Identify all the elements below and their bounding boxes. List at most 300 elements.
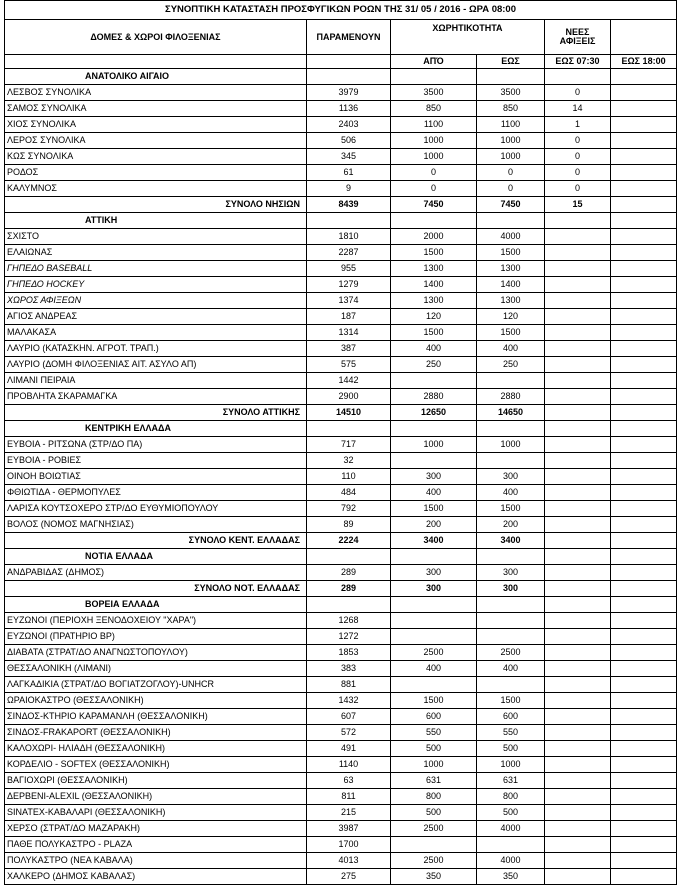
arrivals-0730-cell bbox=[545, 709, 611, 725]
capacity-to-cell bbox=[477, 629, 545, 645]
table-row bbox=[5, 357, 677, 373]
arrivals-0730-cell: 0 bbox=[545, 133, 611, 149]
arrivals-0730-cell: 0 bbox=[545, 149, 611, 165]
capacity-from-cell: 1500 bbox=[391, 501, 477, 517]
capacity-to-cell: 4000 bbox=[477, 229, 545, 245]
arrivals-1800-cell bbox=[611, 837, 677, 853]
arrivals-1800-cell bbox=[611, 341, 677, 357]
arrivals-0730-cell bbox=[545, 453, 611, 469]
remaining-cell: 792 bbox=[307, 501, 391, 517]
arrivals-1800-cell bbox=[611, 389, 677, 405]
capacity-from-cell: 300 bbox=[391, 565, 477, 581]
capacity-from-cell: 350 bbox=[391, 869, 477, 885]
arrivals-0730-cell bbox=[545, 581, 611, 597]
arrivals-0730-cell bbox=[545, 613, 611, 629]
capacity-to-cell: 4000 bbox=[477, 821, 545, 837]
remaining-cell: 187 bbox=[307, 309, 391, 325]
remaining-cell: 1140 bbox=[307, 757, 391, 773]
remaining-cell: 1442 bbox=[307, 373, 391, 389]
empty-cell bbox=[545, 69, 611, 85]
arrivals-1800-cell bbox=[611, 773, 677, 789]
capacity-from-cell: 400 bbox=[391, 341, 477, 357]
capacity-from-cell: 1000 bbox=[391, 437, 477, 453]
arrivals-1800-cell bbox=[611, 613, 677, 629]
header-capacity-to: ΕΩΣ bbox=[477, 55, 545, 69]
total-label: ΣΥΝΟΛΟ ΝΗΣΙΩΝ bbox=[5, 197, 307, 213]
arrivals-0730-cell: 14 bbox=[545, 101, 611, 117]
capacity-to-cell: 800 bbox=[477, 789, 545, 805]
total-label: ΣΥΝΟΛΟ ΝΟΤ. ΕΛΛΑΔΑΣ bbox=[5, 581, 307, 597]
table-row bbox=[5, 645, 677, 661]
empty-cell bbox=[545, 421, 611, 437]
capacity-from-cell bbox=[391, 629, 477, 645]
empty-cell bbox=[477, 421, 545, 437]
header-new-arrivals: ΝΕΕΣ ΑΦΙΞΕΙΣ bbox=[545, 20, 611, 55]
arrivals-1800-cell bbox=[611, 805, 677, 821]
arrivals-0730-cell: 0 bbox=[545, 181, 611, 197]
arrivals-1800-cell bbox=[611, 645, 677, 661]
section-heading: ΑΤΤΙΚΗ bbox=[5, 213, 307, 229]
arrivals-0730-cell: 15 bbox=[545, 197, 611, 213]
arrivals-1800-cell bbox=[611, 533, 677, 549]
capacity-from-cell: 2500 bbox=[391, 645, 477, 661]
capacity-from-cell bbox=[391, 453, 477, 469]
capacity-to-cell: 1300 bbox=[477, 293, 545, 309]
capacity-from-cell: 800 bbox=[391, 789, 477, 805]
remaining-cell: 1853 bbox=[307, 645, 391, 661]
capacity-to-cell bbox=[477, 373, 545, 389]
capacity-from-cell: 1400 bbox=[391, 277, 477, 293]
empty-cell bbox=[391, 213, 477, 229]
header-blank-1 bbox=[5, 55, 307, 69]
remaining-cell: 1279 bbox=[307, 277, 391, 293]
arrivals-0730-cell bbox=[545, 261, 611, 277]
arrivals-0730-cell bbox=[545, 677, 611, 693]
capacity-to-cell bbox=[477, 613, 545, 629]
table-row bbox=[5, 613, 677, 629]
arrivals-1800-cell bbox=[611, 229, 677, 245]
capacity-to-cell: 300 bbox=[477, 469, 545, 485]
section-row bbox=[5, 69, 677, 85]
header-capacity: ΧΩΡΗΤΙΚΟΤΗΤΑ bbox=[391, 20, 545, 55]
arrivals-1800-cell bbox=[611, 629, 677, 645]
capacity-from-cell: 1500 bbox=[391, 245, 477, 261]
facility-name: ΛΕΡΟΣ ΣΥΝΟΛΙΚΑ bbox=[5, 133, 307, 149]
capacity-to-cell: 7450 bbox=[477, 197, 545, 213]
capacity-to-cell: 0 bbox=[477, 181, 545, 197]
remaining-cell: 1810 bbox=[307, 229, 391, 245]
arrivals-0730-cell bbox=[545, 293, 611, 309]
remaining-cell: 572 bbox=[307, 725, 391, 741]
section-row bbox=[5, 213, 677, 229]
capacity-from-cell: 1000 bbox=[391, 133, 477, 149]
empty-cell bbox=[307, 69, 391, 85]
arrivals-0730-cell bbox=[545, 789, 611, 805]
table-row bbox=[5, 501, 677, 517]
arrivals-0730-cell bbox=[545, 437, 611, 453]
arrivals-1800-cell bbox=[611, 101, 677, 117]
arrivals-1800-cell bbox=[611, 453, 677, 469]
table-row bbox=[5, 837, 677, 853]
table-row bbox=[5, 149, 677, 165]
table-row bbox=[5, 277, 677, 293]
section-row bbox=[5, 597, 677, 613]
facility-name: ΚΑΛΥΜΝΟΣ bbox=[5, 181, 307, 197]
arrivals-1800-cell bbox=[611, 709, 677, 725]
total-label: ΣΥΝΟΛΟ ΑΤΤΙΚΗΣ bbox=[5, 405, 307, 421]
capacity-to-cell: 350 bbox=[477, 869, 545, 885]
table-row bbox=[5, 453, 677, 469]
arrivals-1800-cell bbox=[611, 693, 677, 709]
capacity-from-cell: 2000 bbox=[391, 229, 477, 245]
facility-name: ΣΧΙΣΤΟ bbox=[5, 229, 307, 245]
arrivals-0730-cell: 0 bbox=[545, 85, 611, 101]
arrivals-0730-cell bbox=[545, 805, 611, 821]
total-row bbox=[5, 197, 677, 213]
capacity-to-cell: 500 bbox=[477, 741, 545, 757]
facility-name: ΑΓΙΟΣ ΑΝΔΡΕΑΣ bbox=[5, 309, 307, 325]
capacity-to-cell: 1500 bbox=[477, 693, 545, 709]
arrivals-0730-cell bbox=[545, 853, 611, 869]
arrivals-1800-cell bbox=[611, 405, 677, 421]
arrivals-1800-cell bbox=[611, 293, 677, 309]
capacity-to-cell: 1000 bbox=[477, 133, 545, 149]
table-row bbox=[5, 325, 677, 341]
capacity-from-cell: 1300 bbox=[391, 293, 477, 309]
capacity-from-cell: 550 bbox=[391, 725, 477, 741]
remaining-cell: 1272 bbox=[307, 629, 391, 645]
arrivals-0730-cell bbox=[545, 725, 611, 741]
remaining-cell: 607 bbox=[307, 709, 391, 725]
remaining-cell: 1432 bbox=[307, 693, 391, 709]
table-row bbox=[5, 741, 677, 757]
remaining-cell: 14510 bbox=[307, 405, 391, 421]
table-row bbox=[5, 261, 677, 277]
remaining-cell: 811 bbox=[307, 789, 391, 805]
remaining-cell: 275 bbox=[307, 869, 391, 885]
capacity-to-cell: 250 bbox=[477, 357, 545, 373]
facility-name: ΧΙΟΣ ΣΥΝΟΛΙΚΑ bbox=[5, 117, 307, 133]
empty-cell bbox=[391, 549, 477, 565]
capacity-from-cell: 3500 bbox=[391, 85, 477, 101]
arrivals-0730-cell bbox=[545, 757, 611, 773]
facility-name: ΛΑΡΙΣΑ ΚΟΥΤΣΟΧΕΡΟ ΣΤΡ/ΔΟ ΕΥΘΥΜΙΟΠΟΥΛΟΥ bbox=[5, 501, 307, 517]
section-row bbox=[5, 421, 677, 437]
arrivals-1800-cell bbox=[611, 517, 677, 533]
remaining-cell: 63 bbox=[307, 773, 391, 789]
section-row bbox=[5, 549, 677, 565]
table-row bbox=[5, 661, 677, 677]
refugee-flow-sheet bbox=[4, 0, 680, 885]
capacity-to-cell: 0 bbox=[477, 165, 545, 181]
facility-name: ΔΕΡΒΕΝΙ-ALEXIL (ΘΕΣΣΑΛΟΝΙΚΗ) bbox=[5, 789, 307, 805]
arrivals-0730-cell bbox=[545, 325, 611, 341]
arrivals-0730-cell bbox=[545, 405, 611, 421]
table-row bbox=[5, 485, 677, 501]
arrivals-0730-cell: 1 bbox=[545, 117, 611, 133]
capacity-from-cell: 250 bbox=[391, 357, 477, 373]
capacity-from-cell bbox=[391, 677, 477, 693]
facility-name: ΣΙΝΔΟΣ-ΚΤΗΡΙΟ ΚΑΡΑΜΑΝΛΗ (ΘΕΣΣΑΛΟΝΙΚΗ) bbox=[5, 709, 307, 725]
capacity-from-cell: 0 bbox=[391, 165, 477, 181]
capacity-from-cell: 2500 bbox=[391, 853, 477, 869]
capacity-from-cell: 3400 bbox=[391, 533, 477, 549]
table-row bbox=[5, 101, 677, 117]
capacity-to-cell: 1000 bbox=[477, 149, 545, 165]
facility-name: ΟΙΝΟΗ ΒΟΙΩΤΙΑΣ bbox=[5, 469, 307, 485]
table-row bbox=[5, 805, 677, 821]
remaining-cell: 8439 bbox=[307, 197, 391, 213]
capacity-to-cell: 3500 bbox=[477, 85, 545, 101]
capacity-from-cell: 120 bbox=[391, 309, 477, 325]
capacity-from-cell: 400 bbox=[391, 661, 477, 677]
remaining-cell: 289 bbox=[307, 565, 391, 581]
arrivals-0730-cell bbox=[545, 629, 611, 645]
table-row bbox=[5, 229, 677, 245]
capacity-to-cell: 14650 bbox=[477, 405, 545, 421]
table-row bbox=[5, 677, 677, 693]
empty-cell bbox=[611, 213, 677, 229]
facility-name: ΚΩΣ ΣΥΝΟΛΙΚΑ bbox=[5, 149, 307, 165]
empty-cell bbox=[477, 549, 545, 565]
table-row bbox=[5, 629, 677, 645]
section-heading: ΒΟΡΕΙΑ ΕΛΛΑΔΑ bbox=[5, 597, 307, 613]
capacity-to-cell: 600 bbox=[477, 709, 545, 725]
arrivals-0730-cell bbox=[545, 821, 611, 837]
facility-name: ΚΑΛΟΧΩΡΙ- ΗΛΙΑΔΗ (ΘΕΣΣΑΛΟΝΙΚΗ) bbox=[5, 741, 307, 757]
remaining-cell: 4013 bbox=[307, 853, 391, 869]
capacity-from-cell: 2500 bbox=[391, 821, 477, 837]
arrivals-0730-cell bbox=[545, 693, 611, 709]
remaining-cell: 1700 bbox=[307, 837, 391, 853]
table-row bbox=[5, 821, 677, 837]
facility-name: ΕΥΖΩΝΟΙ (ΠΡΑΤΗΡΙΟ ΒΡ) bbox=[5, 629, 307, 645]
empty-cell bbox=[307, 597, 391, 613]
section-heading: ΚΕΝΤΡΙΚΗ ΕΛΛΑΔΑ bbox=[5, 421, 307, 437]
facility-name: ΛΕΣΒΟΣ ΣΥΝΟΛΙΚΑ bbox=[5, 85, 307, 101]
arrivals-0730-cell bbox=[545, 869, 611, 885]
arrivals-1800-cell bbox=[611, 485, 677, 501]
arrivals-0730-cell bbox=[545, 773, 611, 789]
capacity-to-cell: 3400 bbox=[477, 533, 545, 549]
arrivals-0730-cell bbox=[545, 501, 611, 517]
arrivals-1800-cell bbox=[611, 677, 677, 693]
header-row-2 bbox=[5, 55, 677, 69]
facility-name: ΘΕΣΣΑΛΟΝΙΚΗ (ΛΙΜΑΝΙ) bbox=[5, 661, 307, 677]
facility-name: ΛΑΓΚΑΔΙΚΙΑ (ΣΤΡΑΤ/ΔΟ ΒΟΓΙΑΤΖΟΓΛΟΥ)-UNHCR bbox=[5, 677, 307, 693]
capacity-to-cell: 1000 bbox=[477, 437, 545, 453]
table-row bbox=[5, 437, 677, 453]
table-row bbox=[5, 709, 677, 725]
total-row bbox=[5, 581, 677, 597]
header-blank-2 bbox=[307, 55, 391, 69]
capacity-from-cell: 1500 bbox=[391, 693, 477, 709]
empty-cell bbox=[307, 421, 391, 437]
facility-name: ΩΡΑΙΟΚΑΣΤΡΟ (ΘΕΣΣΑΛΟΝΙΚΗ) bbox=[5, 693, 307, 709]
remaining-cell: 955 bbox=[307, 261, 391, 277]
remaining-cell: 2287 bbox=[307, 245, 391, 261]
header-arrivals-1800: ΕΩΣ 18:00 bbox=[611, 55, 677, 69]
facility-name: ΚΟΡΔΕΛΙΟ - SOFTEX (ΘΕΣΣΑΛΟΝΙΚΗ) bbox=[5, 757, 307, 773]
remaining-cell: 2224 bbox=[307, 533, 391, 549]
header-remaining: ΠΑΡΑΜΕΝΟΥΝ bbox=[307, 20, 391, 55]
capacity-from-cell: 1500 bbox=[391, 325, 477, 341]
arrivals-0730-cell bbox=[545, 517, 611, 533]
refugee-flow-table bbox=[4, 0, 677, 885]
total-row bbox=[5, 533, 677, 549]
arrivals-1800-cell bbox=[611, 725, 677, 741]
capacity-to-cell: 400 bbox=[477, 485, 545, 501]
capacity-to-cell: 1500 bbox=[477, 245, 545, 261]
arrivals-1800-cell bbox=[611, 325, 677, 341]
arrivals-1800-cell bbox=[611, 181, 677, 197]
facility-name: ΦΘΙΩΤΙΔΑ - ΘΕΡΜΟΠΥΛΕΣ bbox=[5, 485, 307, 501]
table-row bbox=[5, 341, 677, 357]
capacity-to-cell bbox=[477, 837, 545, 853]
table-row bbox=[5, 389, 677, 405]
capacity-from-cell: 1100 bbox=[391, 117, 477, 133]
capacity-to-cell: 2880 bbox=[477, 389, 545, 405]
empty-cell bbox=[307, 549, 391, 565]
capacity-from-cell: 300 bbox=[391, 581, 477, 597]
capacity-from-cell: 600 bbox=[391, 709, 477, 725]
table-body bbox=[5, 1, 677, 885]
arrivals-0730-cell bbox=[545, 341, 611, 357]
title-row bbox=[5, 1, 677, 20]
arrivals-1800-cell bbox=[611, 821, 677, 837]
remaining-cell: 484 bbox=[307, 485, 391, 501]
empty-cell bbox=[477, 69, 545, 85]
remaining-cell: 61 bbox=[307, 165, 391, 181]
arrivals-0730-cell bbox=[545, 485, 611, 501]
capacity-from-cell: 300 bbox=[391, 469, 477, 485]
arrivals-0730-cell bbox=[545, 309, 611, 325]
empty-cell bbox=[545, 549, 611, 565]
arrivals-1800-cell bbox=[611, 501, 677, 517]
empty-cell bbox=[611, 549, 677, 565]
empty-cell bbox=[545, 213, 611, 229]
capacity-to-cell: 1100 bbox=[477, 117, 545, 133]
remaining-cell: 1136 bbox=[307, 101, 391, 117]
capacity-to-cell: 400 bbox=[477, 661, 545, 677]
table-row bbox=[5, 117, 677, 133]
header-capacity-from: ΑΠΌ bbox=[391, 55, 477, 69]
header-row-1 bbox=[5, 20, 677, 55]
empty-cell bbox=[611, 69, 677, 85]
table-row bbox=[5, 85, 677, 101]
capacity-to-cell: 550 bbox=[477, 725, 545, 741]
capacity-to-cell bbox=[477, 677, 545, 693]
table-row bbox=[5, 181, 677, 197]
arrivals-0730-cell bbox=[545, 661, 611, 677]
capacity-from-cell: 7450 bbox=[391, 197, 477, 213]
facility-name: ΕΥΒΟΙΑ - ΡΟΒΙΕΣ bbox=[5, 453, 307, 469]
capacity-to-cell: 4000 bbox=[477, 853, 545, 869]
facility-name: ΠΡΟΒΛΗΤΑ ΣΚΑΡΑΜΑΓΚΑ bbox=[5, 389, 307, 405]
capacity-from-cell: 200 bbox=[391, 517, 477, 533]
arrivals-1800-cell bbox=[611, 165, 677, 181]
table-row bbox=[5, 517, 677, 533]
capacity-to-cell: 850 bbox=[477, 101, 545, 117]
arrivals-1800-cell bbox=[611, 309, 677, 325]
arrivals-1800-cell bbox=[611, 357, 677, 373]
arrivals-1800-cell bbox=[611, 437, 677, 453]
capacity-from-cell: 1000 bbox=[391, 757, 477, 773]
empty-cell bbox=[307, 213, 391, 229]
remaining-cell: 506 bbox=[307, 133, 391, 149]
remaining-cell: 110 bbox=[307, 469, 391, 485]
capacity-from-cell: 1000 bbox=[391, 149, 477, 165]
section-heading: ΑΝΑΤΟΛΙΚΟ ΑΙΓΑΙΟ bbox=[5, 69, 307, 85]
header-empty bbox=[611, 20, 677, 55]
capacity-from-cell bbox=[391, 837, 477, 853]
capacity-from-cell bbox=[391, 373, 477, 389]
remaining-cell: 3987 bbox=[307, 821, 391, 837]
facility-name: ΡΟΔΟΣ bbox=[5, 165, 307, 181]
capacity-to-cell: 1000 bbox=[477, 757, 545, 773]
arrivals-1800-cell bbox=[611, 277, 677, 293]
arrivals-0730-cell bbox=[545, 741, 611, 757]
table-row bbox=[5, 565, 677, 581]
capacity-to-cell: 1500 bbox=[477, 501, 545, 517]
arrivals-1800-cell bbox=[611, 373, 677, 389]
remaining-cell: 2900 bbox=[307, 389, 391, 405]
facility-name: ΛΙΜΑΝΙ ΠΕΙΡΑΙΑ bbox=[5, 373, 307, 389]
arrivals-1800-cell bbox=[611, 741, 677, 757]
empty-cell bbox=[391, 69, 477, 85]
facility-name: ΛΑΥΡΙΟ (ΔΟΜΗ ΦΙΛΟΞΕΝΙΑΣ ΑΙΤ. ΑΣΥΛΟ ΑΠ) bbox=[5, 357, 307, 373]
capacity-from-cell: 500 bbox=[391, 805, 477, 821]
remaining-cell: 383 bbox=[307, 661, 391, 677]
arrivals-1800-cell bbox=[611, 245, 677, 261]
capacity-from-cell: 850 bbox=[391, 101, 477, 117]
empty-cell bbox=[477, 213, 545, 229]
arrivals-1800-cell bbox=[611, 565, 677, 581]
facility-name: ΣΑΜΟΣ ΣΥΝΟΛΙΚΑ bbox=[5, 101, 307, 117]
facility-name: ΧΩΡΟΣ ΑΦΙΞΕΩΝ bbox=[5, 293, 307, 309]
remaining-cell: 387 bbox=[307, 341, 391, 357]
capacity-to-cell: 300 bbox=[477, 565, 545, 581]
table-row bbox=[5, 773, 677, 789]
header-arrivals-0730: ΕΩΣ 07:30 bbox=[545, 55, 611, 69]
arrivals-0730-cell bbox=[545, 277, 611, 293]
facility-name: ΑΝΔΡΑΒΙΔΑΣ (ΔΗΜΟΣ) bbox=[5, 565, 307, 581]
capacity-to-cell: 200 bbox=[477, 517, 545, 533]
table-row bbox=[5, 853, 677, 869]
capacity-to-cell: 400 bbox=[477, 341, 545, 357]
arrivals-1800-cell bbox=[611, 789, 677, 805]
facility-name: ΠΟΛΥΚΑΣΤΡΟ (ΝΕΑ ΚΑΒΑΛΑ) bbox=[5, 853, 307, 869]
table-row bbox=[5, 725, 677, 741]
facility-name: ΜΑΛΑΚΑΣΑ bbox=[5, 325, 307, 341]
arrivals-0730-cell bbox=[545, 389, 611, 405]
table-row bbox=[5, 165, 677, 181]
table-row bbox=[5, 869, 677, 885]
facility-name: ΧΕΡΣΟ (ΣΤΡΑΤ/ΔΟ ΜΑΖΑΡΑΚΗ) bbox=[5, 821, 307, 837]
arrivals-0730-cell bbox=[545, 373, 611, 389]
remaining-cell: 1314 bbox=[307, 325, 391, 341]
facility-name: ΔΙΑΒΑΤΑ (ΣΤΡΑΤ/ΔΟ ΑΝΑΓΝΩΣΤΟΠΟΥΛΟΥ) bbox=[5, 645, 307, 661]
table-row bbox=[5, 757, 677, 773]
facility-name: ΧΑΛΚΕΡΟ (ΔΗΜΟΣ ΚΑΒΑΛΑΣ) bbox=[5, 869, 307, 885]
arrivals-0730-cell: 0 bbox=[545, 165, 611, 181]
remaining-cell: 1268 bbox=[307, 613, 391, 629]
facility-name: SINATEX-ΚΑΒΑΛΑΡΙ (ΘΕΣΣΑΛΟΝΙΚΗ) bbox=[5, 805, 307, 821]
arrivals-1800-cell bbox=[611, 149, 677, 165]
capacity-from-cell: 631 bbox=[391, 773, 477, 789]
facility-name: ΕΛΑΙΩΝΑΣ bbox=[5, 245, 307, 261]
table-row bbox=[5, 245, 677, 261]
